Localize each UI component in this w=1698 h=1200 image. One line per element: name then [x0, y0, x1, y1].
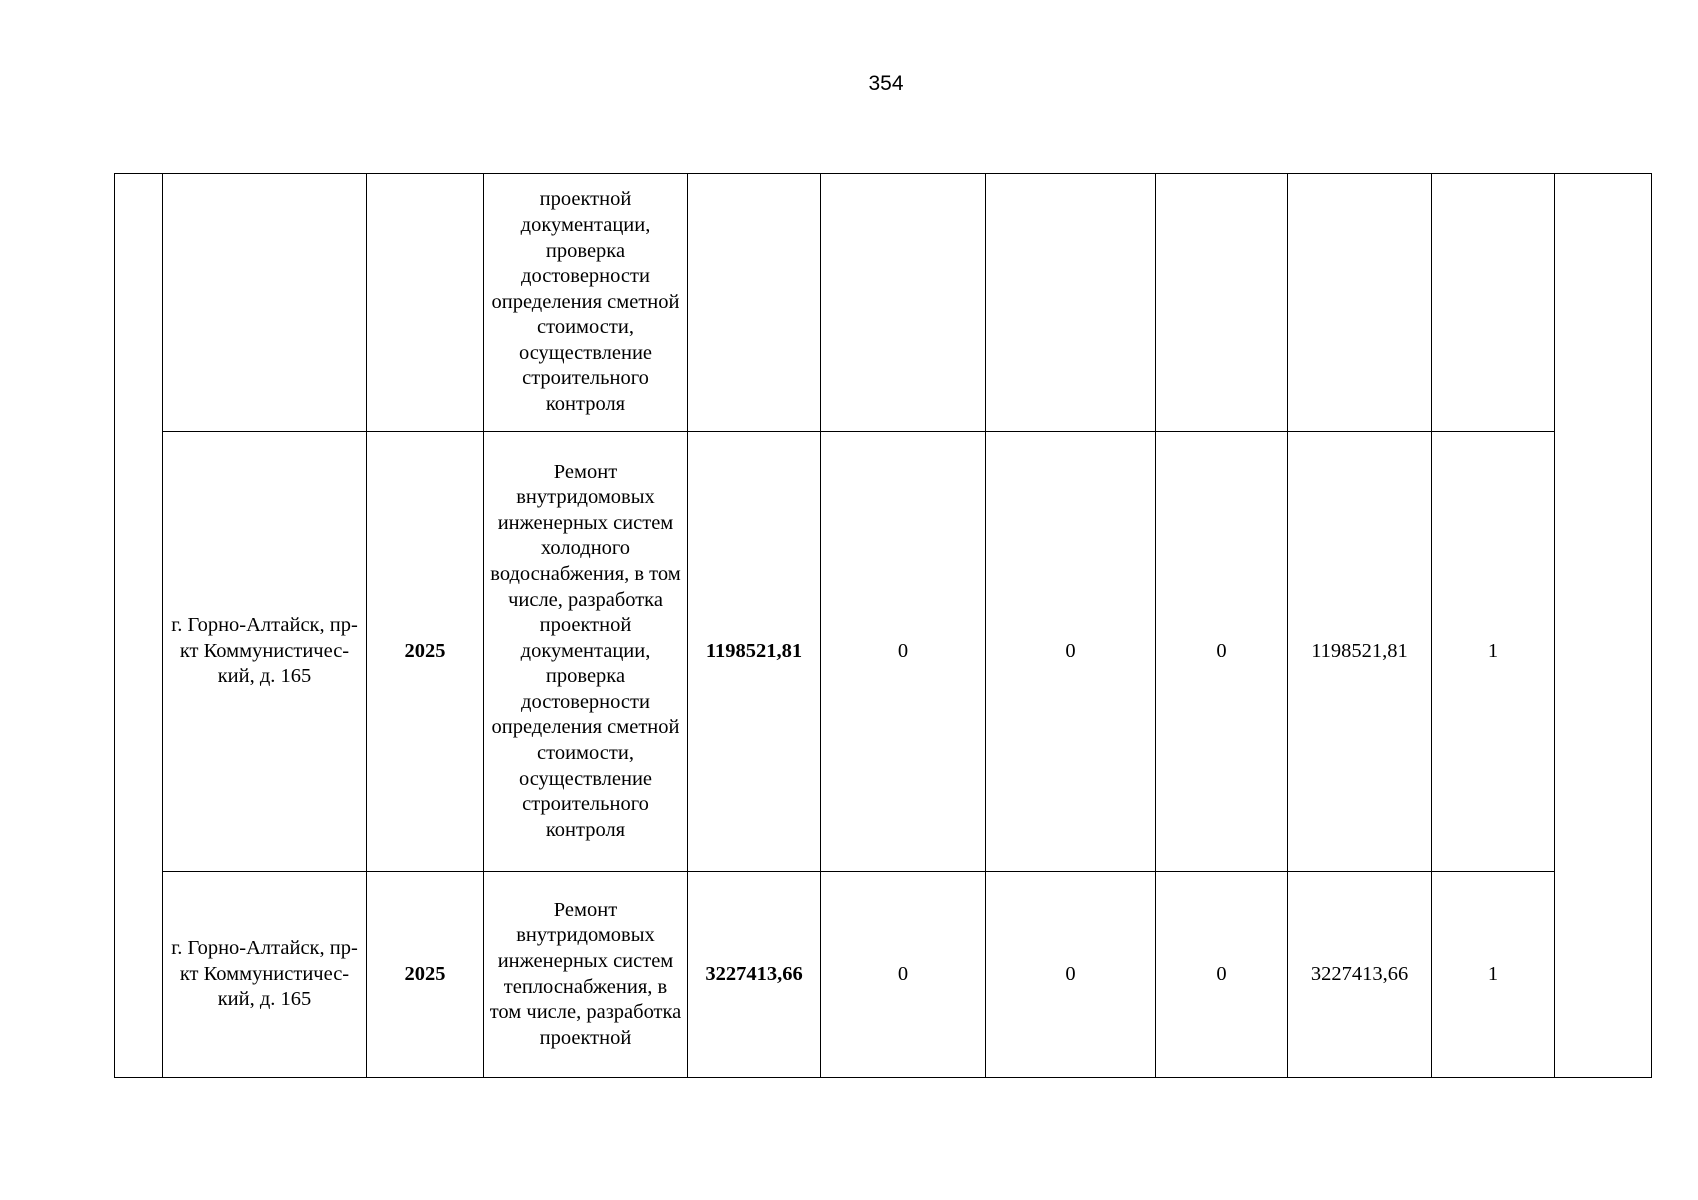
table-row — [115, 872, 1652, 1078]
work-description-cell: проектной документации, проверка достоверности определения сметной стоимости, осуществление строительного контроля — [484, 174, 688, 432]
value-cell: 1198521,81 — [1288, 432, 1432, 872]
value-cell: 0 — [986, 872, 1156, 1078]
value-cell: 0 — [986, 432, 1156, 872]
value-cell: 3227413,66 — [1288, 872, 1432, 1078]
row-number-cell — [115, 174, 163, 1078]
address-cell: г. Горно-Алтайск, пр-кт Коммунистичес-кий, д. 165 — [163, 872, 367, 1078]
value-cell: 0 — [821, 872, 986, 1078]
page-number: 354 — [868, 72, 904, 95]
value-cell — [1432, 174, 1555, 432]
work-description-cell: Ремонт внутридомовых инженерных систем теплоснабжения, в том числе, разработка проектной — [484, 872, 688, 1078]
address-cell — [163, 174, 367, 432]
value-cell: 1 — [1432, 432, 1555, 872]
value-cell — [821, 174, 986, 432]
year-cell — [367, 174, 484, 432]
address-cell: г. Горно-Алтайск, пр-кт Коммунистичес-кий, д. 165 — [163, 432, 367, 872]
value-cell: 0 — [1156, 872, 1288, 1078]
work-description-cell: Ремонт внутридомовых инженерных систем холодного водоснабжения, в том числе, разработка проектной документации, проверка достоверности определения сметной стоимости, осуществление строительного контроля — [484, 432, 688, 872]
year-cell: 2025 — [367, 872, 484, 1078]
total-cost-cell — [688, 174, 821, 432]
table-row — [115, 432, 1652, 872]
value-cell: 1 — [1432, 872, 1555, 1078]
total-cost-cell: 3227413,66 — [688, 872, 821, 1078]
year-cell: 2025 — [367, 432, 484, 872]
value-cell: 0 — [821, 432, 986, 872]
value-cell — [1156, 174, 1288, 432]
value-cell — [986, 174, 1156, 432]
table-row — [115, 174, 1652, 432]
works-table — [114, 173, 1652, 1078]
last-column-cell — [1555, 174, 1652, 1078]
total-cost-cell: 1198521,81 — [688, 432, 821, 872]
value-cell: 0 — [1156, 432, 1288, 872]
value-cell — [1288, 174, 1432, 432]
